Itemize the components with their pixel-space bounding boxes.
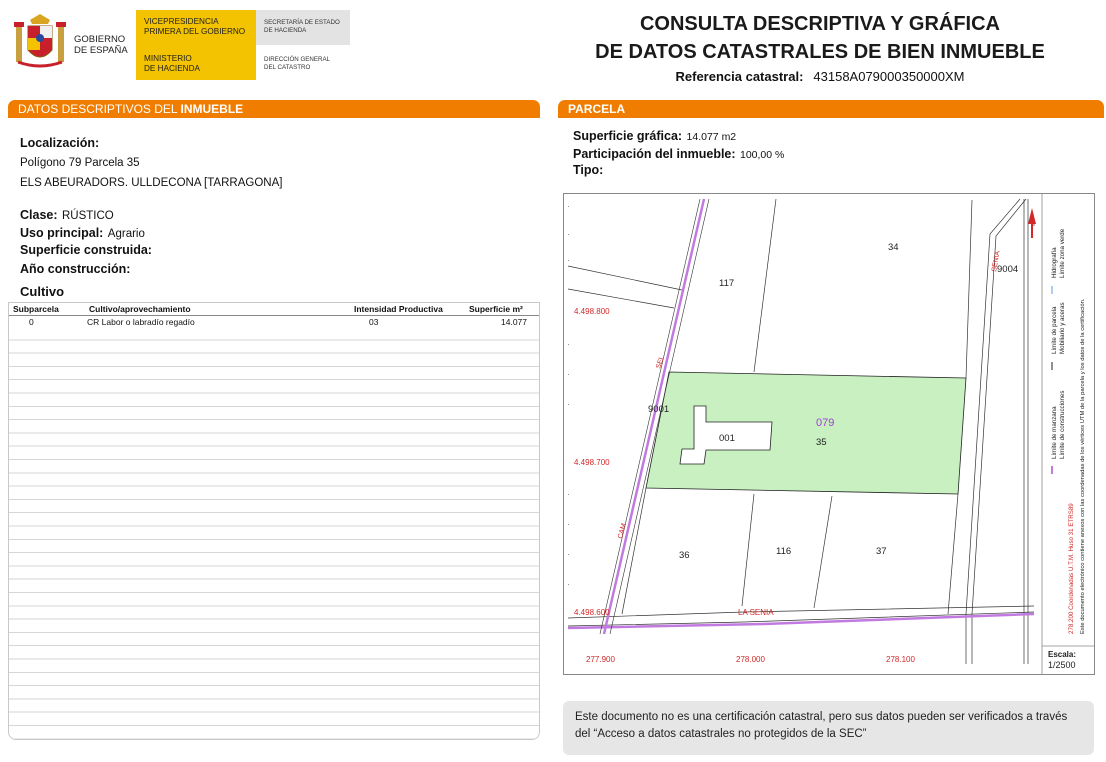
label-37: 37 bbox=[876, 546, 887, 557]
referencia-catastral bbox=[560, 69, 1080, 84]
cultivo-table bbox=[8, 302, 540, 740]
doc-note: Este documento electrónico contiene anexos con las coordenadas de los vértices UTM de la parcela y los datos de la certificación. bbox=[1080, 298, 1086, 634]
datos-descriptivos-header: DATOS DESCRIPTIVOS DEL INMUEBLE bbox=[8, 100, 540, 118]
label-9001: 9001 bbox=[648, 404, 670, 415]
legend-limite-parcela: Límite de parcela bbox=[1051, 306, 1058, 354]
legend-limite-manzana: Límite de manzana bbox=[1051, 406, 1058, 459]
label-9004: 9004 bbox=[997, 264, 1019, 275]
parcela-header: PARCELA bbox=[558, 100, 1104, 118]
empty-rows bbox=[9, 327, 539, 739]
scale-value: 1/2500 bbox=[1048, 660, 1076, 670]
localizacion-label: Localización: bbox=[20, 136, 100, 150]
anio-construccion-label: Año construcción: bbox=[20, 262, 131, 276]
legend-mobiliario: Mobiliario y aceras bbox=[1059, 302, 1066, 354]
clase-row: Clase: RÚSTICO bbox=[20, 208, 114, 222]
footer-note: Este documento no es una certificación catastral, pero sus datos pueden ser verificados a través del “Acceso a datos catastrales no protegidos de la SEC” bbox=[563, 701, 1094, 755]
direccion-general-text: DIRECCIÓN GENERAL DEL CATASTRO bbox=[264, 56, 331, 71]
label-36: 36 bbox=[679, 550, 690, 561]
label-116: 116 bbox=[776, 546, 792, 557]
x-label-278000: 278.000 bbox=[736, 655, 765, 664]
participacion-row: Participación del inmueble: 100,00 % bbox=[573, 147, 785, 161]
vicepresidencia-text: VICEPRESIDENCIA PRIMERA DEL GOBIERNO bbox=[144, 17, 246, 36]
ministerio-text: MINISTERIO DE HACIENDA bbox=[144, 54, 200, 73]
ministry-yellow-box bbox=[136, 10, 256, 80]
tipo-label: Tipo: bbox=[573, 163, 604, 177]
y-label-4498600: 4.498.600 bbox=[574, 608, 610, 617]
col-cultivo: Cultivo/aprovechamiento bbox=[89, 304, 191, 314]
gobierno-de-espana-text: GOBIERNO DE ESPAÑA bbox=[74, 34, 128, 56]
legend-limite-construcciones: Límite de construcciones bbox=[1059, 390, 1066, 459]
cadastral-map bbox=[563, 193, 1095, 675]
col-superficie: Superficie m² bbox=[469, 304, 523, 314]
coord-note: 278.200 Coordenadas U.T.M. Huso 31 ETRS89 bbox=[1068, 503, 1075, 634]
label-117: 117 bbox=[719, 278, 735, 289]
label-35: 35 bbox=[816, 437, 827, 448]
uso-row: Uso principal: Agrario bbox=[20, 226, 145, 240]
table-row: 0 CR Labor o labradío regadío 03 14.077 bbox=[29, 317, 527, 327]
north-arrow-icon bbox=[1028, 208, 1036, 238]
label-079: 079 bbox=[816, 417, 835, 429]
superficie-construida-label: Superficie construida: bbox=[20, 243, 152, 257]
referencia-label: Referencia catastral: bbox=[675, 69, 804, 84]
label-001: 001 bbox=[719, 433, 735, 444]
col-subparcela: Subparcela bbox=[13, 304, 59, 314]
x-label-278100: 278.100 bbox=[886, 655, 915, 664]
localizacion-line2: ELS ABEURADORS. ULLDECONA [TARRAGONA] bbox=[20, 177, 283, 189]
road-label-senia: SENIA bbox=[991, 250, 1002, 273]
localizacion-line1: Polígono 79 Parcela 35 bbox=[20, 157, 140, 169]
label-34: 34 bbox=[888, 242, 899, 253]
superficie-grafica-row: Superficie gráfica: 14.077 m2 bbox=[573, 129, 737, 143]
road-la-senia bbox=[568, 614, 1034, 628]
scale-label: Escala: bbox=[1048, 650, 1077, 659]
cultivo-title: Cultivo bbox=[20, 284, 65, 299]
road-label-sel: SEL bbox=[655, 354, 666, 370]
y-label-4498700: 4.498.700 bbox=[574, 458, 610, 467]
referencia-value: 43158A079000350000XM bbox=[813, 69, 965, 84]
road-label-la-senia: LA SENIA bbox=[738, 608, 774, 617]
page-title: CONSULTA DESCRIPTIVA Y GRÁFICA DE DATOS CATASTRALES DE BIEN INMUEBLE bbox=[595, 13, 1045, 63]
x-label-277900: 277.900 bbox=[586, 655, 615, 664]
y-label-4498800: 4.498.800 bbox=[574, 307, 610, 316]
legend-zona-verde: Límite zona verde bbox=[1059, 228, 1066, 278]
col-intensidad: Intensidad Productiva bbox=[354, 304, 443, 314]
legend-hidrografia: Hidrografía bbox=[1051, 247, 1058, 278]
spain-coat-of-arms-icon bbox=[14, 12, 66, 70]
secretaria-box: SECRETARÍA DE ESTADO DE HACIENDA bbox=[256, 10, 350, 45]
table-header bbox=[9, 303, 539, 316]
road-label-cam: CAM bbox=[617, 522, 628, 540]
